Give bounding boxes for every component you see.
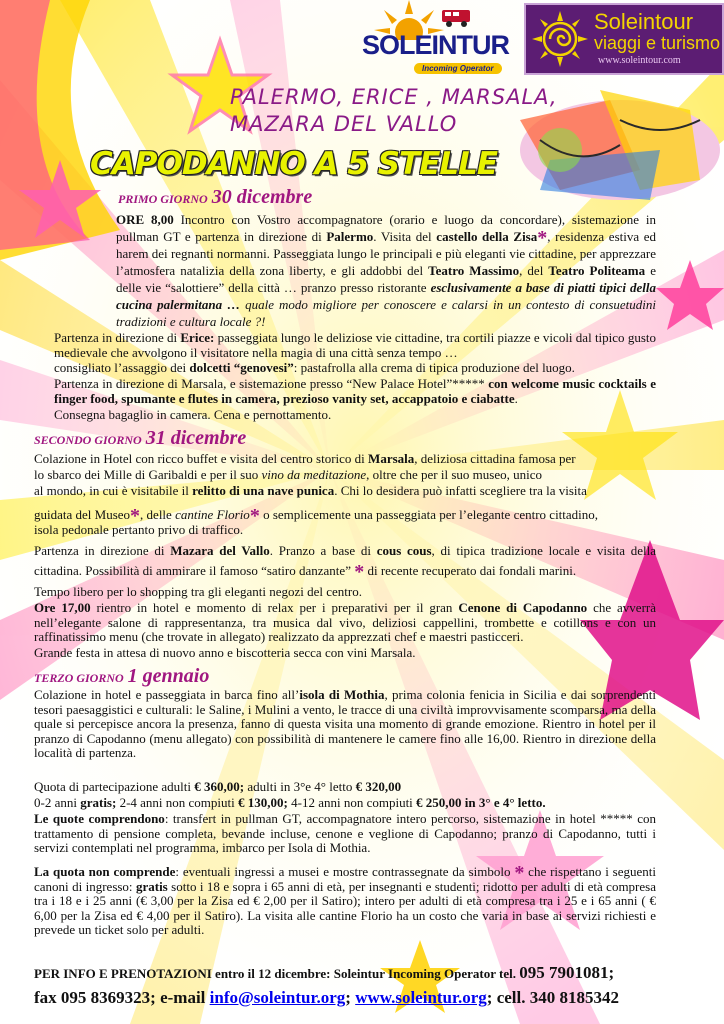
text: Partenza in direzione di Marsala, e sistemazione presso “New Palace Hotel”***** <box>54 376 489 391</box>
text: Quota di partecipazione adulti <box>34 779 195 794</box>
day3-label: TERZO GIORNO <box>34 671 124 685</box>
day2-paragraph-3 <box>34 541 656 584</box>
text: Partenza in direzione di <box>54 330 181 345</box>
text: fax 095 8369323; e-mail <box>34 988 210 1007</box>
page-title: CAPODANNO A 5 STELLE <box>90 146 498 182</box>
text: di recente recuperato dai fondali marini. <box>364 563 577 578</box>
day2-label: SECONDO GIORNO <box>34 433 142 447</box>
text: , delle <box>140 507 176 522</box>
text: : transfert in pullman GT, accompagnatore intero percorso, sistemazione in hotel ***** con trattamento di pensione completa, bevande incluse, cenone e veglione di Capodanno; pranzo di Capodanno, tutti i servizi contemplati nel programma, imbarco per Isola di Mothia. <box>34 811 656 856</box>
text: : pastafrolla alla crema di tipica produzione del luogo. <box>293 360 575 375</box>
bus-icon <box>440 6 474 28</box>
soleintour-url: www.soleintour.com <box>598 55 681 66</box>
day1-dinner: Consegna bagaglio in camera. Cena e pernottamento. <box>54 407 332 422</box>
text: Partenza in direzione di <box>34 543 171 558</box>
text: guidata del Museo <box>34 507 131 522</box>
text: che avverrà nell’elegante salone di rappresentanza, tra musica dal vivo, deliziosi cappellini, trombette e cotillons e con un raffinatissimo menu (che trovate in allegato) realizzato da apprezzati chef e maestri pasticceri. <box>34 600 656 645</box>
soleintour-tagline: viaggi e turismo <box>594 33 721 53</box>
text: , deliziosa cittadina famosa per <box>414 451 576 466</box>
title-line-1: PALERMO, ERICE , MARSALA, <box>230 85 558 109</box>
phone-number[interactable]: 095 7901081; <box>519 963 615 982</box>
cantine-florio: cantine Florio <box>175 507 250 522</box>
cous-cous: cous cous <box>376 543 432 558</box>
day1-erice-paragraph <box>54 331 656 360</box>
text: : eventuali ingressi a musei e mostre contrassegnate da simbolo <box>175 864 515 879</box>
text: Colazione in hotel e passeggiata in barca fino all’ <box>34 687 300 702</box>
day1-date: 30 dicembre <box>211 186 313 208</box>
dolcetti: dolcetti “genovesi” <box>189 360 294 375</box>
day1-paragraph <box>116 211 656 330</box>
marsala: Marsala <box>368 451 415 466</box>
day2-paragraph-4 <box>34 601 656 645</box>
teatro-politeama: Teatro Politeama <box>548 263 646 278</box>
text: quale modo migliore per conoscere e calarsi in un contesto di consuetudini tradizioni e cultura locale ?! <box>116 297 656 329</box>
cenone: Cenone di Capodanno <box>458 600 588 615</box>
text: ; <box>345 988 356 1007</box>
text: PER INFO E PRENOTAZIONI entro il 12 dicembre: Soleintur Incoming Operator tel. <box>34 966 520 981</box>
includes-paragraph <box>34 812 656 856</box>
contact-line-2 <box>34 988 694 1008</box>
day3-paragraph <box>34 688 656 761</box>
mazara: Mazara del Vallo <box>170 543 270 558</box>
text: . Pranzo a base di <box>269 543 377 558</box>
price-gratis: gratis; <box>80 795 117 810</box>
text: ; cell. 340 8185342 <box>486 988 619 1007</box>
excludes-paragraph <box>34 862 657 938</box>
text: , oltre che per il suo museo, unico <box>366 467 542 482</box>
star-symbol: * <box>130 505 141 528</box>
welcome-package: con welcome music cocktails e finger food, spumante e flutes in camera, prezioso vanity set, accappatoio e ciabatte <box>54 376 656 406</box>
vino: vino da meditazione <box>261 467 367 482</box>
mothia: isola di Mothia <box>299 687 385 702</box>
lunch-note: esclusivamente a base di piatti tipici della cucina palermitana … <box>116 280 656 312</box>
price-adult-34: € 320,00 <box>355 779 402 794</box>
day1-dolcetti <box>54 361 656 376</box>
text: o semplicemente una passeggiata per l’elegante centro cittadino, <box>259 507 599 522</box>
day2-paragraph-1 <box>34 451 656 499</box>
text: . Visita del <box>373 229 437 244</box>
spiral-sun-icon <box>532 11 588 67</box>
contact-line-1 <box>34 963 674 982</box>
text: 2-4 anni non compiuti <box>116 795 239 810</box>
title-line-2: MAZARA DEL VALLO <box>230 112 458 136</box>
price-adult: € 360,00; <box>194 779 245 794</box>
excludes-label: La quota non comprende <box>34 864 176 879</box>
text: Incontro con Vostro accompagnatore (orario e luogo da concordare), sistemazione in pullman GT e partenza in direzione di <box>116 212 657 244</box>
gratis: gratis <box>135 878 168 894</box>
includes-label: Le quote comprendono <box>34 811 165 826</box>
star-symbol: * <box>354 561 365 584</box>
email-link[interactable]: info@soleintur.org <box>209 988 346 1007</box>
day2-party: Grande festa in attesa di nuovo anno e biscotteria secca con vini Marsala. <box>34 645 416 660</box>
text: , residenza estiva ed harem dei regnanti normanni. Passeggiata lungo le principali e più eleganti vie cittadine, per apprezzare l’atmosfera natalizia della zona liberty, e gli addobbi del <box>116 229 657 278</box>
star-symbol: * <box>537 227 548 250</box>
day2-paragraph-2 <box>34 505 656 537</box>
text: Colazione in Hotel con ricco buffet e visita del centro storico di <box>34 451 369 466</box>
text: lo sbarco dei Mille di Garibaldi e per il suo <box>34 467 262 482</box>
soleintur-subtitle: Incoming Operator <box>414 63 502 74</box>
text: consigliato l’assaggio dei <box>54 360 190 375</box>
soleintur-wordmark: SOLEINTUR <box>362 30 510 60</box>
star-symbol: * <box>514 862 525 885</box>
day2-shopping: Tempo libero per lo shopping tra gli eleganti negozi del centro. <box>34 584 362 599</box>
text: adulti in 3°e 4° letto <box>244 779 356 794</box>
text: rientro in hotel e momento di relax per i preparativi per il gran <box>90 600 459 615</box>
text: e delle vie “salottiere” della città … pranzo presso ristorante <box>116 263 656 295</box>
soleintur-logo <box>356 0 510 82</box>
day3-heading <box>34 665 209 688</box>
text: , del <box>519 263 549 278</box>
star-symbol: * <box>249 505 260 528</box>
text: 0-2 anni <box>34 795 81 810</box>
text: 4-12 anni non compiuti <box>287 795 417 810</box>
day1-label: PRIMO GIORNO <box>118 192 208 206</box>
day3-date: 1 gennaio <box>127 665 210 687</box>
text: sotto i 18 e sopra i 65 anni di età, per insegnanti e studenti; ridotto per adulti di età compresa tra i 18 e i 25 anni (€ 3,00 per la Zisa ed € 2,00 per il Satiro); intero per adulti di età compresa tra i 25 e i 65 anni ( € 6,00 per la Zisa ed € 4,00 per il Satiro). La visita alle cantine Florio ha un costo che varia in base ai servizi richiesti e prevede un ticket solo per adulti. <box>34 878 656 938</box>
relitto: relitto di una nave punica <box>192 483 335 498</box>
teatro-massimo: Teatro Massimo <box>428 263 520 278</box>
price-4-12: € 250,00 in 3° e 4° letto. <box>416 795 546 810</box>
text: , prima colonia fenicia in Sicilia e dai sorprendenti tesori paesaggistici e culturali: le Saline, i Mulini a vento, le tracce di una civiltà improvvisamente scomparsa, ma della quale si percepisce ancora la presenza, fanno di questa visita una momento di grande emozione. Rientro in hotel per il pranzo di Capodanno (menu allegato) con possibilità di mantenere le camere fino alle 16,00. Rientro in direzione della località di partenza. <box>34 687 656 761</box>
text: . Chi lo desidera può infatti scegliere tra la visita <box>334 483 587 498</box>
day1-time: ORE 8,00 <box>116 212 174 227</box>
text: passeggiata lungo le deliziose vie cittadine, tra cortili piazze e vicoli dal tipico gusto medievale che avvolgono il visitatore nella magia di una città senza tempo … <box>54 330 656 360</box>
day1-heading <box>118 186 312 209</box>
text: isola pedonale pertanto privo di traffico. <box>34 521 244 537</box>
zisa: castello della Zisa <box>436 229 538 244</box>
day1-hotel-paragraph <box>54 377 656 406</box>
price-2-4: € 130,00; <box>238 795 288 810</box>
text: al mondo, in cui è visitabile il <box>34 483 193 498</box>
text: . <box>514 390 518 406</box>
website-link[interactable]: www.soleintur.org <box>355 988 487 1007</box>
palermo: Palermo <box>326 229 374 244</box>
soleintour-name: Soleintour <box>594 9 694 34</box>
price-line-2 <box>34 796 656 811</box>
soleintour-logo <box>524 3 724 75</box>
text: , di tipica tradizione locale e visita della cittadina. Possibilità di ammirare il famoso “satiro danzante” <box>34 543 656 578</box>
day2-heading <box>34 427 246 450</box>
price-line-1 <box>34 780 656 795</box>
ore: Ore 17,00 <box>34 600 91 615</box>
text: che rispettano i seguenti canoni di ingresso: <box>34 864 657 894</box>
day2-date: 31 dicembre <box>145 427 247 449</box>
erice: Erice: <box>180 330 215 345</box>
